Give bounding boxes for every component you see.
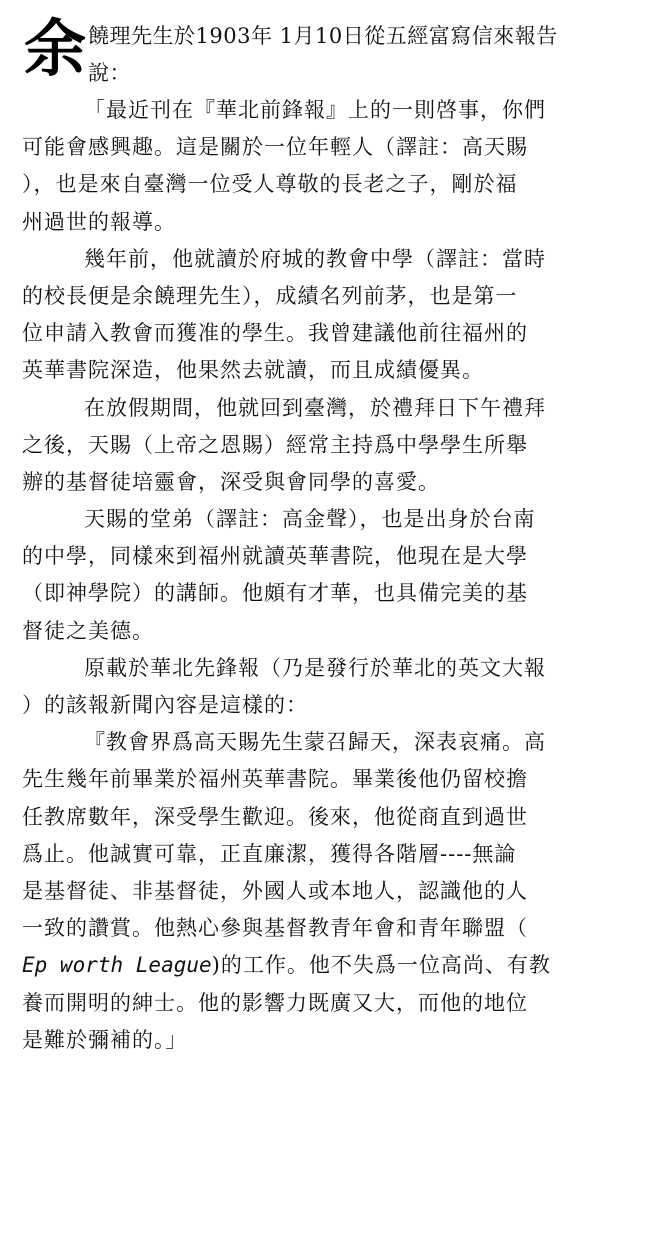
paragraph <box>22 724 628 947</box>
paragraph <box>22 650 628 724</box>
text-line: 『教會界爲高天賜先生蒙召歸天，深表哀痛。高 <box>84 730 546 755</box>
text-line: ）的該報新聞內容是這樣的： <box>22 693 308 717</box>
paragraph <box>22 241 628 390</box>
opening-line-1: 饒理先生於1903年 1月10日從五經富寫信來報告 <box>88 24 558 48</box>
text-line: 爲止。他誠實可靠，正直廉潔，獲得各階層----無論 <box>22 841 517 866</box>
paragraph <box>22 390 628 502</box>
text-line: 是基督徒、非基督徒，外國人或本地人，認識他的人 <box>22 878 528 903</box>
paragraph <box>22 501 628 650</box>
text-line: 在放假期間，他就回到臺灣，於禮拜日下午禮拜 <box>84 395 546 420</box>
text-line: 督徒之美德。 <box>22 618 154 643</box>
text-line: 位申請入教會而獲准的學生。我曾建議他前往福州的 <box>22 321 528 346</box>
text-line: 是難於彌補的。」 <box>22 1027 188 1052</box>
text-line: 原載於華北先鋒報（乃是發行於華北的英文大報 <box>84 655 546 680</box>
text-line: 的校長便是余饒理先生），成績名列前茅，也是第一 <box>22 283 518 308</box>
text-line: 一致的讚賞。他熱心參與基督教青年會和青年聯盟（ <box>22 916 528 941</box>
paragraph-final <box>22 947 628 1059</box>
text-line: 任教席數年，深受學生歡迎。後來，他從商直到過世 <box>22 804 528 829</box>
text-line: 先生幾年前畢業於福州英華書院。畢業後他仍留校擔 <box>22 767 528 792</box>
text-line: 可能會感興趣。這是關於一位年輕人（譯註：高天賜 <box>22 135 528 160</box>
text-line: 州過世的報導。 <box>22 209 176 234</box>
text-line: ），也是來自臺灣一位受人尊敬的長老之子，剛於福 <box>22 172 518 197</box>
text-line: 英華書院深造，他果然去就讀，而且成績優異。 <box>22 358 484 383</box>
text-line-latin <box>22 947 628 984</box>
text-line: 辦的基督徒培靈會，深受與會同學的喜愛。 <box>22 469 440 494</box>
text-line: 天賜的堂弟（譯註：高金聲），也是出身於台南 <box>84 507 536 532</box>
opening-line-2: 說： <box>88 61 131 85</box>
paragraph <box>22 92 628 241</box>
text-line: 幾年前，他就讀於府城的教會中學（譯註：當時 <box>84 246 546 271</box>
text-line: 的中學，同樣來到福州就讀英華書院，他現在是大學 <box>22 544 528 569</box>
drop-cap: 余 <box>24 12 87 85</box>
text-line: 「最近刊在『華北前鋒報』上的一則啓事，你們 <box>84 98 546 122</box>
text-line: 養而開明的紳士。他的影響力既廣又大，而他的地位 <box>22 990 528 1015</box>
text-line: 之後，天賜（上帝之恩賜）經常主持爲中學學生所舉 <box>22 432 528 457</box>
opening-paragraph <box>22 10 628 92</box>
latin-line-rest: )的工作。他不失爲一位高尚、有教 <box>211 953 551 978</box>
body-text <box>22 92 628 947</box>
latin-term: Ep worth League <box>22 953 212 978</box>
text-line: （即神學院）的講師。他頗有才華，也具備完美的基 <box>22 581 528 606</box>
